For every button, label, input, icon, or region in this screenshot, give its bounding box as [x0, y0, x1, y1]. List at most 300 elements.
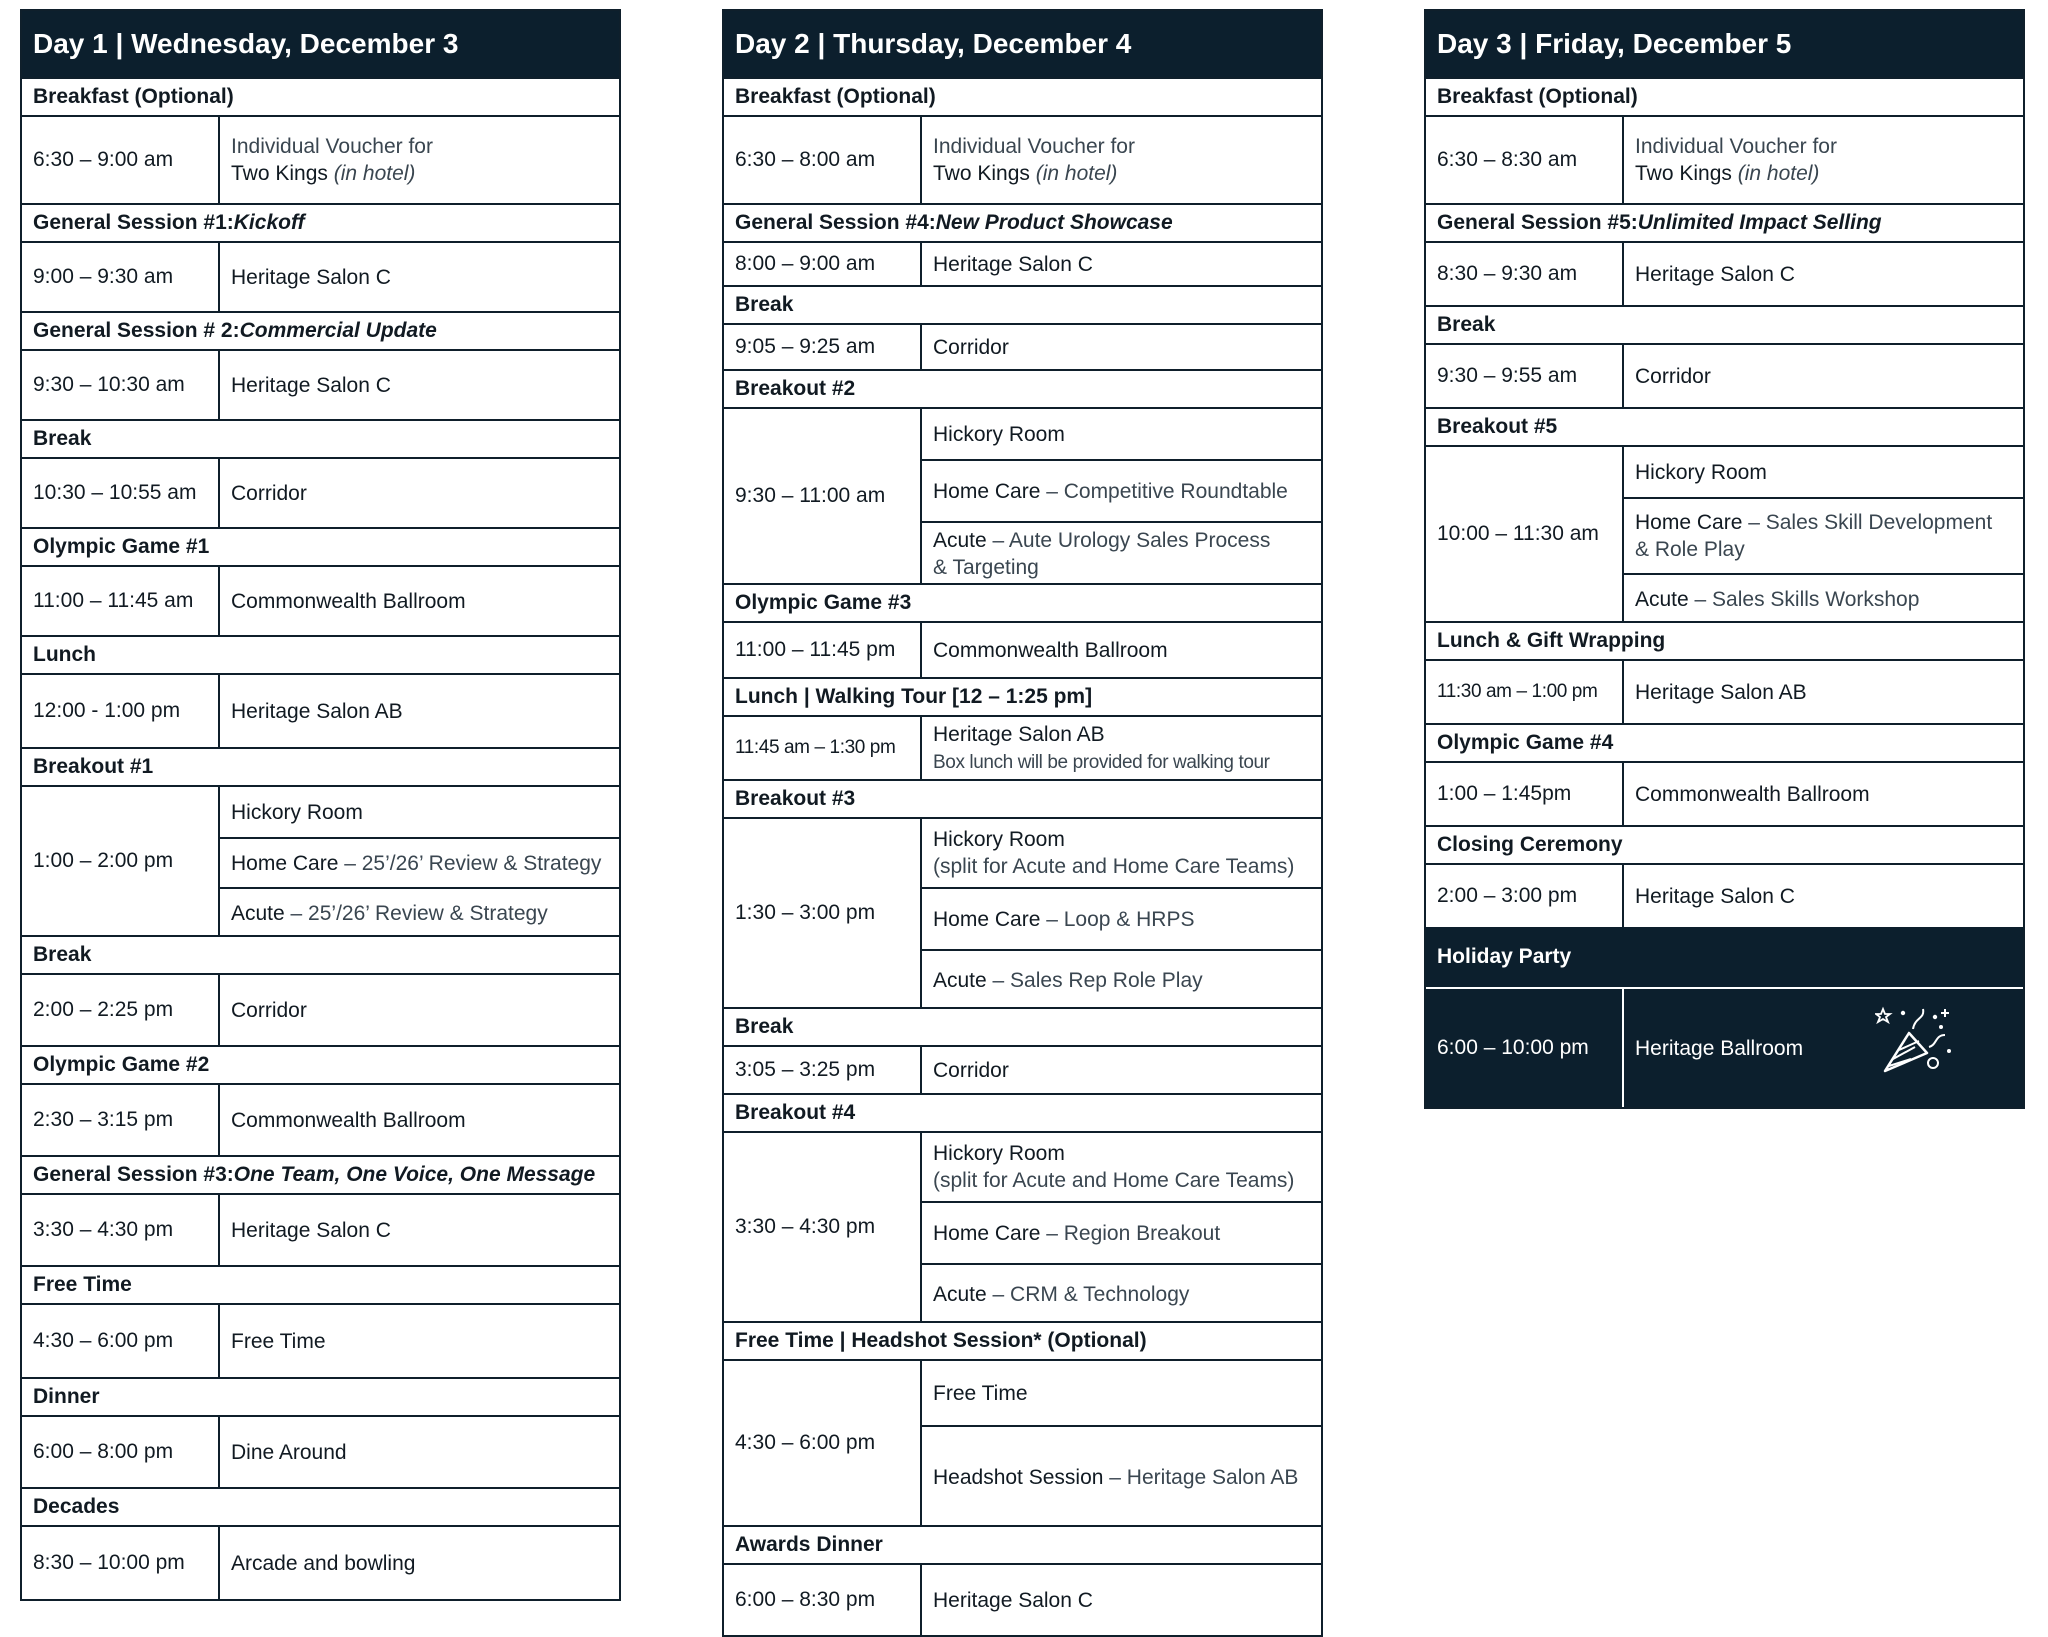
- section-title: General Session #5:: [1437, 211, 1638, 234]
- location-text: Free Time: [231, 1329, 326, 1353]
- location-text: – 25’/26’ Review & Strategy: [284, 901, 548, 925]
- location-cell: [220, 1527, 619, 1599]
- location-entry: [922, 325, 1321, 369]
- location-line: [933, 1281, 1317, 1308]
- schedule-row: [724, 1563, 1321, 1635]
- section-header: [22, 419, 619, 457]
- location-text: Heritage Salon AB: [933, 722, 1105, 746]
- location-line: [1635, 261, 2019, 288]
- location-line: [231, 799, 615, 826]
- schedule-row: [724, 323, 1321, 369]
- location-entry: [220, 887, 619, 937]
- location-line: [933, 853, 1317, 880]
- location-text: Heritage Salon C: [231, 373, 391, 397]
- schedule-row: [1426, 343, 2023, 407]
- time-cell: 6:30 – 8:00 am: [724, 117, 922, 203]
- location-line: [231, 900, 615, 927]
- location-cell: [1624, 865, 2023, 927]
- section-header: [22, 1155, 619, 1193]
- location-entry: [922, 1263, 1321, 1323]
- location-cell: [220, 243, 619, 311]
- schedule-row: [22, 973, 619, 1045]
- schedule-row: [1426, 445, 2023, 621]
- schedule-row: [22, 241, 619, 311]
- section-title: Breakfast (Optional): [33, 85, 234, 108]
- section-title: Breakfast (Optional): [735, 85, 936, 108]
- section-title: Break: [33, 427, 92, 450]
- section-title: Break: [735, 293, 794, 316]
- location-entry: [220, 1417, 619, 1487]
- location-entry: [220, 117, 619, 203]
- section-header: [1426, 621, 2023, 659]
- location-text: Arcade and bowling: [231, 1551, 416, 1575]
- location-line: [933, 1057, 1317, 1084]
- location-text: (in hotel): [1737, 162, 1820, 185]
- location-line: [933, 721, 1317, 748]
- section-header: [22, 1265, 619, 1303]
- time-cell: 8:30 – 9:30 am: [1426, 243, 1624, 305]
- location-entry: [1624, 117, 2023, 203]
- schedule-row: [724, 241, 1321, 285]
- location-text: Acute: [231, 901, 285, 925]
- location-line: [933, 554, 1317, 581]
- time-cell: 6:30 – 9:00 am: [22, 117, 220, 203]
- location-entry: [922, 459, 1321, 521]
- section-header: [22, 1487, 619, 1525]
- location-text: Two Kings: [933, 162, 1036, 185]
- section-title: Lunch | Walking Tour [12 – 1:25 pm]: [735, 685, 1093, 708]
- schedule-row: [22, 1083, 619, 1155]
- location-text: Hickory Room: [1635, 460, 1767, 484]
- day-1-column: [20, 9, 621, 1601]
- location-line: [933, 637, 1317, 664]
- location-entry: [1624, 763, 2023, 825]
- schedule-row: [1426, 659, 2023, 723]
- location-text: Acute: [933, 529, 987, 552]
- location-text: Hickory Room: [231, 800, 363, 824]
- section-subtitle: Commercial Update: [239, 319, 437, 342]
- location-text: Heritage Salon AB: [231, 699, 403, 723]
- location-line: [933, 906, 1317, 933]
- location-line: [933, 421, 1317, 448]
- location-cell: [1624, 661, 2023, 723]
- location-text: (split for Acute and Home Care Teams): [933, 855, 1295, 878]
- location-cell: [1624, 763, 2023, 825]
- location-line: [231, 133, 615, 160]
- location-text: Commonwealth Ballroom: [231, 1108, 466, 1132]
- party-popper-icon: [1875, 1003, 1955, 1083]
- location-text: Free Time: [933, 1381, 1028, 1405]
- location-cell: [220, 351, 619, 419]
- location-text: – Sales Skill Development: [1742, 511, 1993, 534]
- section-title: Awards Dinner: [735, 1533, 883, 1556]
- location-cell: [220, 459, 619, 527]
- location-text: – Heritage Salon AB: [1103, 1465, 1299, 1489]
- location-line: [933, 334, 1317, 361]
- location-entry: [220, 975, 619, 1045]
- section-title: Breakout #5: [1437, 415, 1558, 438]
- section-title: Breakout #1: [33, 755, 154, 778]
- section-title: Breakout #3: [735, 787, 856, 810]
- location-text: Heritage Salon AB: [1635, 680, 1807, 704]
- section-header: [1426, 723, 2023, 761]
- section-header: [22, 747, 619, 785]
- section-header: [724, 369, 1321, 407]
- location-line: [933, 826, 1317, 853]
- section-header: [1426, 927, 2023, 987]
- time-cell: 6:30 – 8:30 am: [1426, 117, 1624, 203]
- location-entry: [922, 949, 1321, 1009]
- location-text: – CRM & Technology: [986, 1282, 1190, 1306]
- time-cell: 11:00 – 11:45 pm: [724, 623, 922, 677]
- location-text: & Role Play: [1635, 538, 1745, 561]
- section-title: Dinner: [33, 1385, 100, 1408]
- location-line: [933, 748, 1317, 776]
- location-text: – 25’/26’ Review & Strategy: [338, 851, 602, 875]
- location-entry: [922, 521, 1321, 585]
- location-line: [231, 264, 615, 291]
- location-line: [1635, 363, 2019, 390]
- section-title: Holiday Party: [1437, 945, 1572, 968]
- location-line: [1635, 883, 2019, 910]
- section-header: [724, 677, 1321, 715]
- location-line: [933, 1167, 1317, 1194]
- location-text: Commonwealth Ballroom: [933, 638, 1168, 662]
- location-line: [1635, 586, 2019, 613]
- schedule-row: [22, 1415, 619, 1487]
- time-cell: 10:30 – 10:55 am: [22, 459, 220, 527]
- location-text: Home Care: [933, 1221, 1041, 1245]
- section-title: General Session #3:: [33, 1163, 234, 1186]
- section-title: Free Time: [33, 1273, 132, 1296]
- section-title: Lunch: [33, 643, 96, 666]
- schedule-row: [22, 115, 619, 203]
- location-text: – Loop & HRPS: [1040, 907, 1195, 931]
- time-cell: 1:00 – 2:00 pm: [22, 787, 220, 935]
- time-cell: 9:30 – 9:55 am: [1426, 345, 1624, 407]
- location-cell: [220, 1305, 619, 1377]
- day-header: Day 2 | Thursday, December 4: [724, 11, 1321, 77]
- time-cell: 9:05 – 9:25 am: [724, 325, 922, 369]
- location-text: Hickory Room: [933, 1142, 1065, 1165]
- section-header: [724, 285, 1321, 323]
- location-entry: [220, 675, 619, 747]
- time-cell: 6:00 – 8:00 pm: [22, 1417, 220, 1487]
- location-line: [933, 527, 1317, 554]
- schedule-row: [22, 565, 619, 635]
- location-text: Home Care: [231, 851, 339, 875]
- section-title: Olympic Game #2: [33, 1053, 210, 1076]
- schedule-row: [1426, 987, 2023, 1107]
- location-entry: [922, 1047, 1321, 1093]
- schedule-row: [724, 817, 1321, 1007]
- location-cell: [1624, 243, 2023, 305]
- section-header: [724, 77, 1321, 115]
- location-entry: [1624, 661, 2023, 723]
- schedule-row: [724, 1131, 1321, 1321]
- location-text: Individual Voucher for: [231, 135, 433, 158]
- location-line: [231, 1328, 615, 1355]
- location-line: [231, 850, 615, 877]
- location-entry: [922, 1425, 1321, 1527]
- location-entry: [922, 409, 1321, 459]
- location-line: [1635, 509, 2019, 536]
- location-cell: [922, 1133, 1321, 1321]
- day-header: Day 3 | Friday, December 5: [1426, 11, 2023, 77]
- location-entry: [922, 117, 1321, 203]
- location-cell: [922, 325, 1321, 369]
- location-text: Two Kings: [1635, 162, 1738, 185]
- location-cell: [1624, 989, 2023, 1107]
- section-title: Break: [1437, 313, 1496, 336]
- location-text: – Competitive Roundtable: [1040, 479, 1288, 503]
- schedule-row: [724, 1359, 1321, 1525]
- location-text: Corridor: [933, 335, 1009, 359]
- section-title: Breakfast (Optional): [1437, 85, 1638, 108]
- schedule-row: [22, 785, 619, 935]
- location-text: – Region Breakout: [1040, 1221, 1221, 1245]
- location-entry: [1624, 243, 2023, 305]
- section-subtitle: Kickoff: [233, 211, 305, 234]
- location-text: Headshot Session: [933, 1465, 1104, 1489]
- section-title: Lunch & Gift Wrapping: [1437, 629, 1666, 652]
- location-cell: [220, 675, 619, 747]
- section-subtitle: Unlimited Impact Selling: [1637, 211, 1882, 234]
- section-title: Breakout #4: [735, 1101, 856, 1124]
- section-title: Closing Ceremony: [1437, 833, 1623, 856]
- location-line: [1635, 133, 2019, 160]
- location-entry: [922, 243, 1321, 285]
- section-title: General Session #1:: [33, 211, 234, 234]
- time-cell: 10:00 – 11:30 am: [1426, 447, 1624, 621]
- section-title: Breakout #2: [735, 377, 856, 400]
- location-cell: [922, 1565, 1321, 1635]
- location-cell: [1624, 447, 2023, 621]
- location-line: [933, 967, 1317, 994]
- schedule-row: [1426, 115, 2023, 203]
- location-text: Individual Voucher for: [1635, 135, 1837, 158]
- schedule-row: [22, 1525, 619, 1599]
- section-header: [22, 203, 619, 241]
- location-entry: [1624, 345, 2023, 407]
- location-entry: [1624, 989, 2023, 1107]
- location-entry: [220, 1195, 619, 1265]
- section-header: [1426, 77, 2023, 115]
- location-cell: [220, 787, 619, 935]
- section-header: [22, 311, 619, 349]
- section-header: [724, 1007, 1321, 1045]
- location-text: Acute: [933, 1282, 987, 1306]
- location-cell: [220, 567, 619, 635]
- location-entry: [220, 1527, 619, 1599]
- location-text: Two Kings: [231, 162, 334, 185]
- time-cell: 4:30 – 6:00 pm: [22, 1305, 220, 1377]
- section-title: Olympic Game #4: [1437, 731, 1614, 754]
- section-subtitle: One Team, One Voice, One Message: [233, 1163, 596, 1186]
- location-text: Heritage Salon C: [231, 1218, 391, 1242]
- section-title: Olympic Game #3: [735, 591, 912, 614]
- location-line: [933, 1380, 1317, 1407]
- day-2-column: [722, 9, 1323, 1637]
- location-line: [231, 588, 615, 615]
- location-entry: [220, 787, 619, 837]
- location-cell: [922, 117, 1321, 203]
- location-cell: [1624, 345, 2023, 407]
- schedule-row: [724, 715, 1321, 779]
- location-text: Hickory Room: [933, 422, 1065, 446]
- time-cell: 6:00 – 8:30 pm: [724, 1565, 922, 1635]
- location-entry: [922, 1565, 1321, 1635]
- location-entry: [922, 1201, 1321, 1263]
- location-line: [1635, 1035, 2019, 1062]
- location-text: Heritage Salon C: [933, 1588, 1093, 1612]
- section-header: [22, 635, 619, 673]
- location-cell: [922, 243, 1321, 285]
- location-entry: [922, 717, 1321, 779]
- location-cell: [922, 717, 1321, 779]
- location-text: Hickory Room: [933, 828, 1065, 851]
- location-text: Individual Voucher for: [933, 135, 1135, 158]
- schedule-row: [22, 349, 619, 419]
- day-3-column: [1424, 9, 2025, 1109]
- location-entry: [220, 1085, 619, 1155]
- section-header: [22, 1045, 619, 1083]
- location-text: Corridor: [231, 481, 307, 505]
- location-text: Acute: [933, 968, 987, 992]
- time-cell: 11:00 – 11:45 am: [22, 567, 220, 635]
- time-cell: 9:00 – 9:30 am: [22, 243, 220, 311]
- location-entry: [220, 243, 619, 311]
- location-cell: [1624, 117, 2023, 203]
- location-text: Home Care: [933, 907, 1041, 931]
- section-header: [724, 1321, 1321, 1359]
- location-cell: [220, 1195, 619, 1265]
- location-line: [1635, 160, 2019, 187]
- section-title: Decades: [33, 1495, 120, 1518]
- location-text: Heritage Salon C: [231, 265, 391, 289]
- location-text: Home Care: [1635, 511, 1743, 534]
- time-cell: 6:00 – 10:00 pm: [1426, 989, 1624, 1107]
- location-line: [933, 133, 1317, 160]
- schedule-row: [22, 673, 619, 747]
- time-cell: 2:30 – 3:15 pm: [22, 1085, 220, 1155]
- section-header: [1426, 203, 2023, 241]
- location-text: (split for Acute and Home Care Teams): [933, 1169, 1295, 1192]
- location-entry: [922, 819, 1321, 887]
- location-line: [231, 997, 615, 1024]
- day-header: Day 1 | Wednesday, December 3: [22, 11, 619, 77]
- time-cell: 9:30 – 11:00 am: [724, 409, 922, 583]
- location-cell: [922, 409, 1321, 583]
- location-line: [933, 160, 1317, 187]
- location-line: [1635, 679, 2019, 706]
- location-cell: [922, 623, 1321, 677]
- time-cell: 1:30 – 3:00 pm: [724, 819, 922, 1007]
- section-header: [1426, 407, 2023, 445]
- time-cell: 12:00 - 1:00 pm: [22, 675, 220, 747]
- location-line: [231, 480, 615, 507]
- location-line: [231, 1550, 615, 1577]
- location-text: (in hotel): [333, 162, 416, 185]
- section-title: Free Time | Headshot Session* (Optional): [735, 1329, 1147, 1352]
- location-line: [1635, 781, 2019, 808]
- section-header: [22, 1377, 619, 1415]
- time-cell: 2:00 – 3:00 pm: [1426, 865, 1624, 927]
- section-header: [22, 527, 619, 565]
- location-line: [231, 698, 615, 725]
- section-header: [724, 583, 1321, 621]
- location-entry: [220, 1305, 619, 1377]
- section-header: [1426, 305, 2023, 343]
- location-cell: [922, 1361, 1321, 1525]
- location-line: [231, 1107, 615, 1134]
- time-cell: 3:30 – 4:30 pm: [22, 1195, 220, 1265]
- location-text: Acute: [1635, 587, 1689, 611]
- location-entry: [922, 887, 1321, 949]
- location-entry: [1624, 447, 2023, 497]
- location-text: – Sales Skills Workshop: [1688, 587, 1920, 611]
- time-cell: 9:30 – 10:30 am: [22, 351, 220, 419]
- location-text: Corridor: [933, 1058, 1009, 1082]
- location-line: [933, 1464, 1317, 1491]
- location-entry: [1624, 865, 2023, 927]
- location-entry: [220, 351, 619, 419]
- time-cell: 8:00 – 9:00 am: [724, 243, 922, 285]
- location-entry: [922, 1133, 1321, 1201]
- time-cell: 4:30 – 6:00 pm: [724, 1361, 922, 1525]
- location-cell: [220, 1085, 619, 1155]
- location-text: Heritage Ballroom: [1635, 1036, 1804, 1060]
- location-line: [231, 372, 615, 399]
- location-line: [1635, 459, 2019, 486]
- schedule-row: [1426, 241, 2023, 305]
- location-line: [933, 251, 1317, 278]
- location-text: – Aute Urology Sales Process: [986, 529, 1271, 552]
- section-title: Olympic Game #1: [33, 535, 210, 558]
- location-line: [231, 1217, 615, 1244]
- location-line: [231, 1439, 615, 1466]
- location-text: Home Care: [933, 479, 1041, 503]
- location-cell: [922, 1047, 1321, 1093]
- location-entry: [1624, 573, 2023, 623]
- section-header: [22, 77, 619, 115]
- location-line: [933, 1220, 1317, 1247]
- location-cell: [220, 1417, 619, 1487]
- location-entry: [220, 567, 619, 635]
- location-line: [231, 160, 615, 187]
- section-header: [724, 203, 1321, 241]
- time-cell: 3:05 – 3:25 pm: [724, 1047, 922, 1093]
- section-header: [724, 779, 1321, 817]
- location-line: [933, 478, 1317, 505]
- section-header: [724, 1093, 1321, 1131]
- schedule-row: [1426, 863, 2023, 927]
- section-subtitle: New Product Showcase: [935, 211, 1173, 234]
- time-cell: 11:30 am – 1:00 pm: [1426, 661, 1624, 723]
- schedule-row: [724, 1045, 1321, 1093]
- location-line: [933, 1587, 1317, 1614]
- location-text: (in hotel): [1035, 162, 1118, 185]
- schedule-row: [724, 407, 1321, 583]
- time-cell: 1:00 – 1:45pm: [1426, 763, 1624, 825]
- section-title: Break: [735, 1015, 794, 1038]
- schedule-row: [1426, 761, 2023, 825]
- location-entry: [220, 459, 619, 527]
- section-header: [22, 935, 619, 973]
- schedule-row: [22, 457, 619, 527]
- section-title: General Session #4:: [735, 211, 936, 234]
- location-entry: [220, 837, 619, 887]
